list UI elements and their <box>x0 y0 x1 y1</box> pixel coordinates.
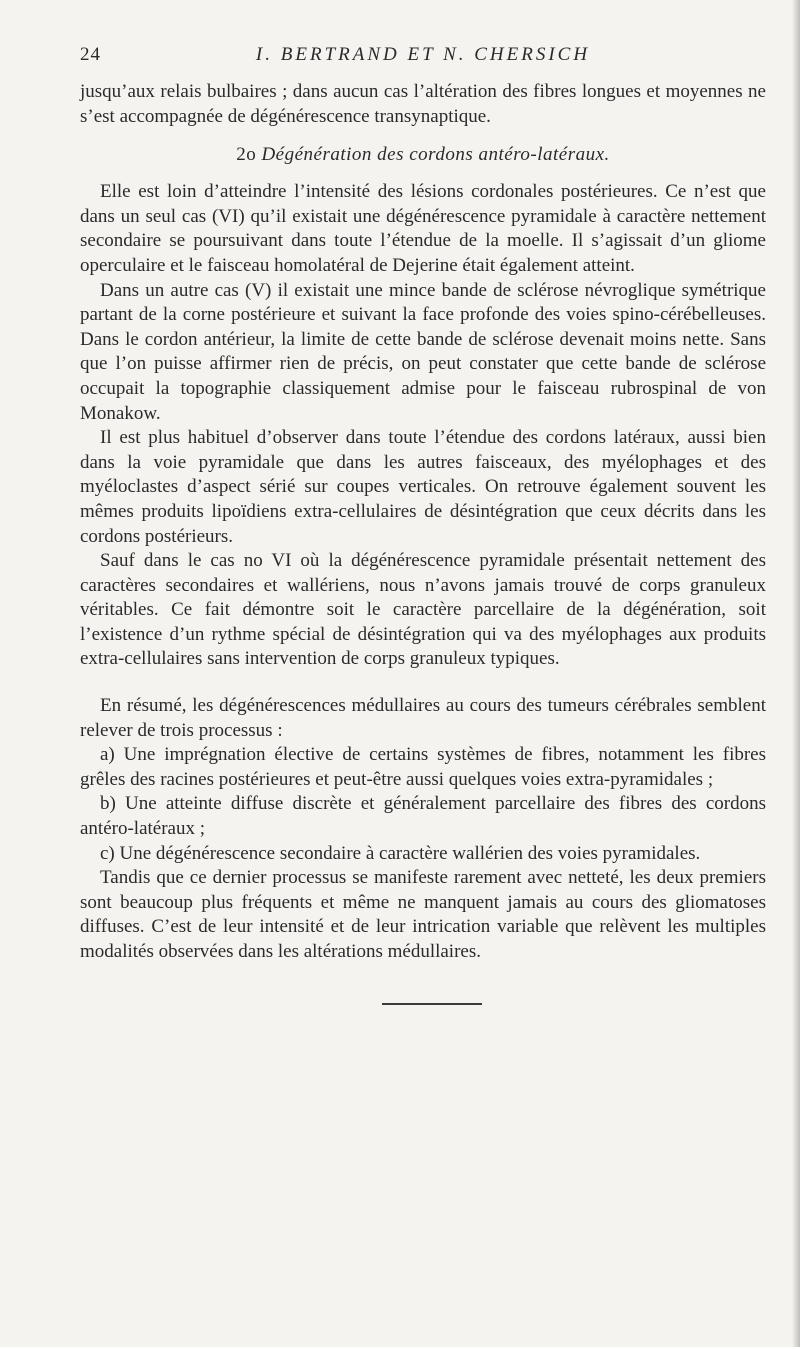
body-text <box>80 80 766 965</box>
paragraph-pyramidal: Elle est loin d’atteindre l’intensité des lésions cordonales postérieures. Ce n’est que dans un seul cas (VI) qu’il existait une dégénérescence pyramidale à caractère nettement secondaire se poursuivant dans toute l’étendue de la moelle. Il s’agissait d’un gliome operculaire et le faisceau homolatéral de Dejerine était également atteint. <box>80 181 766 276</box>
summary-item-a: a) Une imprégnation élective de certains systèmes de fibres, notamment les fibres grêles des racines postérieures et peut-être aussi quelques voies extra-pyramidales ; <box>80 744 766 790</box>
page-edge-shadow <box>792 0 800 1347</box>
running-title: I. BERTRAND ET N. CHERSICH <box>255 44 591 65</box>
summary-item-c: c) Une dégénérescence secondaire à caractère wallérien des voies pyramidales. <box>100 842 701 864</box>
paragraph-granular-bodies: Sauf dans le cas no VI où la dégénérescence pyramidale présentait nettement des caractères secondaires et wallériens, nous n’avons jamais trouvé de corps granuleux véritables. Ce fait démontre soit le caractère parcellaire de la dégénération, soit l’existence d’un rythme spécial de désintégration qui va des myélophages aux produits extra-cellulaires sans intervention de corps granuleux typiques. <box>80 550 766 670</box>
summary-item-b: b) Une atteinte diffuse discrète et généralement parcellaire des fibres des cordons antéro-latéraux ; <box>80 793 766 840</box>
page-number: 24 <box>80 44 101 65</box>
paragraph-gap <box>80 672 766 694</box>
section-heading <box>80 143 766 167</box>
end-rule <box>382 1003 482 1005</box>
paragraph-sclerosis-band: Dans un autre cas (V) il existait une mince bande de sclérose névroglique symétrique partant de la corne postérieure et suivant la face profonde des voies spino-cérébelleuses. Dans le cordon antérieur, la limite de cette bande de sclérose devenait moins nette. Sans que l’on puisse affirmer rien de précis, on peut constater que cette bande de sclérose occupait la topographie classiquement admise pour le faisceau rubrospinal de von Monakow. <box>80 279 766 424</box>
summary-conclusion: Tandis que ce dernier processus se manifeste rarement avec netteté, les deux premiers sont beaucoup plus fréquents et même ne manquent jamais au cours des gliomatoses diffuses. C’est de leur intensité et de leur intrication variable que relèvent les multiples modalités observées dans les altérations médullaires. <box>80 867 766 962</box>
summary-intro: En résumé, les dégénérescences médullaires au cours des tumeurs cérébrales semblent relever de trois processus : <box>80 695 766 741</box>
running-head <box>80 44 766 80</box>
paragraph-lateral-cords: Il est plus habituel d’observer dans toute l’étendue des cordons latéraux, aussi bien dans la voie pyramidale que dans les autres faisceaux, des myélophages et des myéloclastes d’aspect sérié sur coupes verticales. On retrouve également souvent les mêmes produits lipoïdiens extra-cellulaires de désintégration que ceux décrits dans les cordons postérieurs. <box>80 427 766 547</box>
section-title: Dégénération des cordons antéro-latéraux. <box>261 144 610 166</box>
intro-paragraph: jusqu’aux relais bulbaires ; dans aucun cas l’altération des fibres longues et moyennes ne s’est accompagnée de dégénérescence transynaptique. <box>80 81 766 127</box>
section-ordinal: 2o <box>236 144 257 166</box>
